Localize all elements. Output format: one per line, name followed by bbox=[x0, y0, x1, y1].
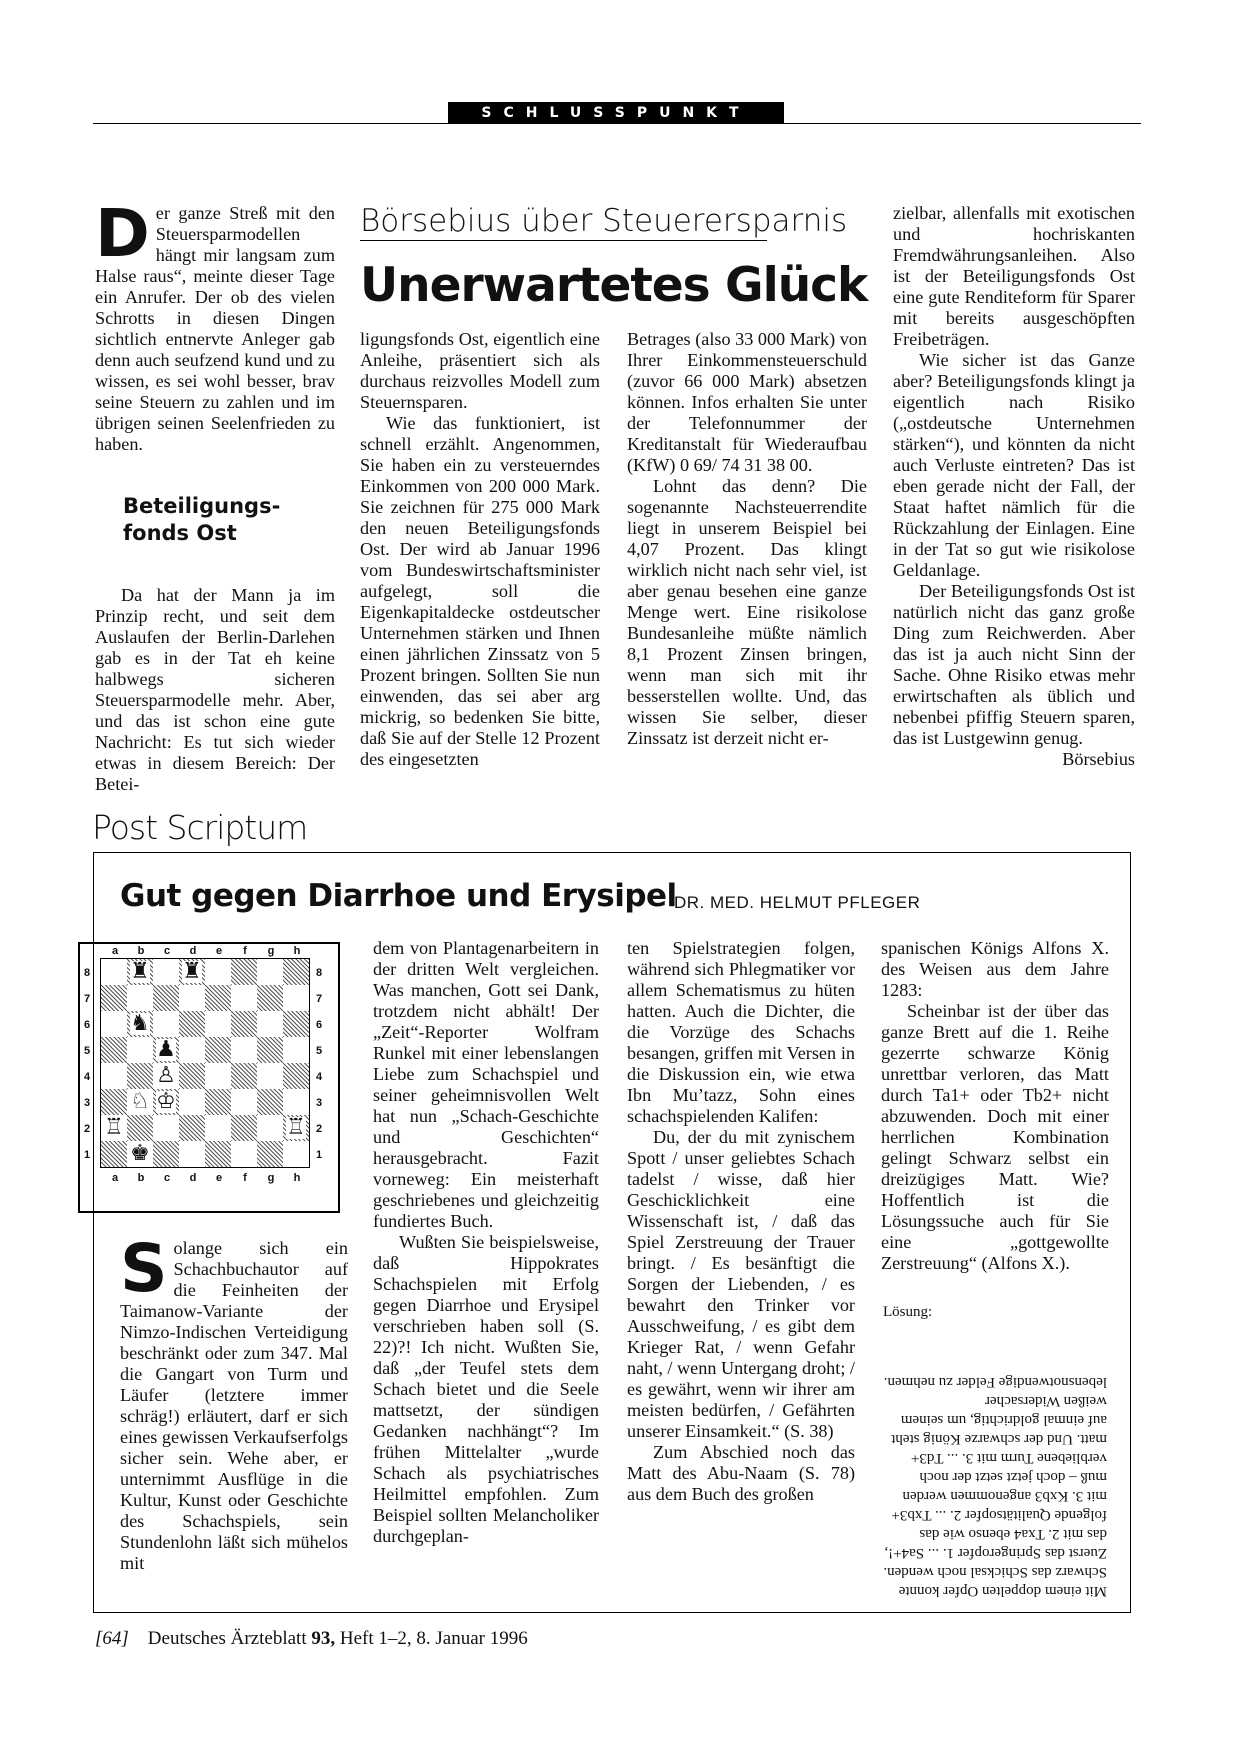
square-c8 bbox=[153, 959, 179, 985]
paragraph: Zum Abschied noch das Matt des Abu-Naam (S. 78) aus dem Buch des großen bbox=[627, 1442, 855, 1504]
solution-label: Lösung: bbox=[883, 1304, 933, 1320]
chess-piece-d8: ♜ bbox=[182, 959, 202, 984]
square-e3 bbox=[205, 1089, 231, 1115]
square-g5 bbox=[257, 1037, 283, 1063]
square-a7 bbox=[101, 985, 127, 1011]
article-column-1 bbox=[95, 195, 335, 795]
file-label: d bbox=[189, 945, 197, 957]
square-d3 bbox=[179, 1089, 205, 1115]
ps-column-3 bbox=[627, 938, 855, 1505]
paragraph: Da hat der Mann ja im Prinzip recht, und seit dem Auslaufen der Berlin-Darlehen gab es in der Tat eh keine halbwegs sicheren Steuersparmodelle mehr. Aber, und das ist schon eine gute Nachricht: Es tut sich wieder etwas in diesem Bereich: Der Betei- bbox=[95, 585, 335, 794]
board-rank-labels-left bbox=[84, 960, 98, 1168]
paragraph: Wußten Sie beispielsweise, daß Hippokrates Schachspielen mit Erfolg gegen Diarrhoe und Erysipel verschrieben haben soll (S. 22)?! Ich nicht. Wußten Sie, daß „der Teufel stets dem Schach bietet und die Seele mattsetzt, der sündigen Gedanken nachhängt“? Im frühen Mittelalter „wurde Schach als psychiatrisches Heilmittel empfohlen. Zum Beispiel sollten Melancholiker durchgeplan- bbox=[373, 1232, 599, 1546]
square-d7 bbox=[179, 985, 205, 1011]
paragraph: olange sich ein Schachbuchautor auf die Feinheiten der Taimanow-Variante der Nimzo-Indischen Verteidigung beschränkt oder zum 347. Mal die Gangart von Turm und Läufer (letztere immer schräg!) erläutert, darf er sich eines gewissen Verkaufserfolgs sicher sein. Wehe aber, er unternimmt Ausflüge in die Kultur, Kunst oder Geschichte des Schachspiels, sein Stundenlohn läßt sich mühelos mit bbox=[120, 1238, 348, 1573]
postscriptum-title: Post Scriptum bbox=[92, 808, 308, 847]
rank-label: 3 bbox=[316, 1097, 323, 1109]
journal-volume: 93, bbox=[311, 1628, 336, 1649]
file-label: a bbox=[111, 1172, 119, 1184]
chess-piece-b1: ♚ bbox=[130, 1141, 150, 1166]
square-a5 bbox=[101, 1037, 127, 1063]
article-headline: Unerwartetes Glück bbox=[360, 258, 868, 313]
square-g3 bbox=[257, 1089, 283, 1115]
dropcap: S bbox=[120, 1230, 168, 1307]
square-h7 bbox=[283, 985, 309, 1011]
square-c6 bbox=[153, 1011, 179, 1037]
chess-piece-b8: ♜ bbox=[130, 959, 150, 984]
journal-name: Deutsches Ärzteblatt bbox=[147, 1628, 307, 1649]
square-a2 bbox=[101, 1115, 127, 1141]
article-kicker: Börsebius über Steuerersparnis bbox=[360, 203, 848, 239]
file-label: b bbox=[137, 1172, 145, 1184]
paragraph: Wie sicher ist das Ganze aber? Beteiligungsfonds klingt ja eigentlich nach Risiko („ostdeutsche Unternehmen stärken“), und könnten da nicht auch Verluste eintreten? Das ist eben gerade nicht der Fall, der Staat haftet nämlich für die Rückzahlung der Einlagen. Eine in der Tat so gut wie risikolose Geldanlage. bbox=[893, 350, 1135, 580]
square-h2 bbox=[283, 1115, 309, 1141]
square-d8 bbox=[179, 959, 205, 985]
rank-label: 2 bbox=[84, 1123, 91, 1135]
square-d2 bbox=[179, 1115, 205, 1141]
rank-label: 5 bbox=[84, 1045, 91, 1057]
file-label: f bbox=[243, 1172, 247, 1184]
square-g6 bbox=[257, 1011, 283, 1037]
square-h4 bbox=[283, 1063, 309, 1089]
dropcap: D bbox=[95, 195, 150, 272]
chess-piece-a2: ♖ bbox=[104, 1115, 124, 1140]
paragraph: er ganze Streß mit den Steuersparmodellen hängt mir langsam zum Halse raus“, meinte dieser Tage ein Anrufer. Der ob des vielen Schrotts in diesen Dingen sichtlich entnervte Anleger gab denn auch seufzend kund und zu wissen, es sei wohl besser, brav seine Steuern zu zahlen und im übrigen seinen Seelenfrieden zu haben. bbox=[95, 203, 335, 454]
square-b3 bbox=[127, 1089, 153, 1115]
file-label: g bbox=[267, 945, 275, 957]
rank-label: 8 bbox=[316, 967, 323, 979]
paragraph: Scheinbar ist der über das ganze Brett auf die 1. Reihe gezerrte schwarze König unrettbar verloren, das Matt durch Ta1+ oder Tb2+ nicht abzuwenden. Doch mit einer herrlichen Kombination gelingt Schwarz selbst ein dreizügiges Matt. Wie? Hoffentlich ist die Lösungssuche auch für Sie eine „gottgewollte Zerstreuung“ (Alfons X.). bbox=[881, 1001, 1109, 1273]
square-h3 bbox=[283, 1089, 309, 1115]
kicker-rule bbox=[360, 240, 767, 241]
rank-label: 3 bbox=[84, 1097, 91, 1109]
page-footer bbox=[95, 1628, 528, 1650]
section-banner: SCHLUSSPUNKT bbox=[448, 102, 784, 124]
article-column-4 bbox=[893, 203, 1135, 770]
chessboard bbox=[100, 958, 310, 1168]
square-c3 bbox=[153, 1089, 179, 1115]
file-label: f bbox=[243, 945, 247, 957]
chess-diagram bbox=[78, 942, 340, 1213]
file-label: b bbox=[137, 945, 145, 957]
article-column-2 bbox=[360, 329, 600, 770]
square-b8 bbox=[127, 959, 153, 985]
board-rank-labels-right bbox=[316, 960, 330, 1168]
square-g8 bbox=[257, 959, 283, 985]
rank-label: 8 bbox=[84, 967, 91, 979]
square-h1 bbox=[283, 1141, 309, 1167]
paragraph: ligungsfonds Ost, eigentlich eine Anleihe, präsentiert sich als durchaus reizvolles Modell zum Steuernsparen. bbox=[360, 329, 600, 412]
square-b7 bbox=[127, 985, 153, 1011]
square-f7 bbox=[231, 985, 257, 1011]
chess-piece-c4: ♙ bbox=[156, 1063, 176, 1088]
page-number: [64] bbox=[95, 1628, 129, 1649]
square-d5 bbox=[179, 1037, 205, 1063]
square-c7 bbox=[153, 985, 179, 1011]
file-label: e bbox=[215, 1172, 223, 1184]
square-a6 bbox=[101, 1011, 127, 1037]
square-f5 bbox=[231, 1037, 257, 1063]
rank-label: 1 bbox=[316, 1149, 323, 1161]
paragraph: ten Spielstrategien folgen, während sich Phlegmatiker vor allem Schematismus zu hüten hatten. Auch die Dichter, die die Vorzüge des Schachs besangen, griffen mit Versen in die Diskussion ein, wie etwa Ibn Mu’tazz, Sohn eines schachspielenden Kalifen: bbox=[627, 938, 855, 1126]
ps-column-2 bbox=[373, 938, 599, 1547]
square-f4 bbox=[231, 1063, 257, 1089]
square-f3 bbox=[231, 1089, 257, 1115]
square-h5 bbox=[283, 1037, 309, 1063]
square-a8 bbox=[101, 959, 127, 985]
board-file-labels-bottom bbox=[102, 1172, 310, 1186]
subheading: Beteiligungs- fonds Ost bbox=[123, 494, 281, 545]
board-file-labels-top bbox=[102, 945, 310, 959]
square-e7 bbox=[205, 985, 231, 1011]
file-label: h bbox=[293, 1172, 301, 1184]
file-label: d bbox=[189, 1172, 197, 1184]
file-label: c bbox=[163, 945, 171, 957]
square-h6 bbox=[283, 1011, 309, 1037]
file-label: h bbox=[293, 945, 301, 957]
square-a1 bbox=[101, 1141, 127, 1167]
file-label: a bbox=[111, 945, 119, 957]
postscriptum-headline: Gut gegen Diarrhoe und Erysipel bbox=[120, 878, 677, 914]
file-label: g bbox=[267, 1172, 275, 1184]
rank-label: 7 bbox=[316, 993, 323, 1005]
author-signature: Börsebius bbox=[1062, 749, 1135, 769]
square-c4 bbox=[153, 1063, 179, 1089]
ps-column-4 bbox=[881, 938, 1109, 1274]
square-c5 bbox=[153, 1037, 179, 1063]
solution-text-upside-down: Mit einem doppelten Opfer konnte Schwarz das Schicksal noch wenden. Zuerst das Springeropfer 1. ... Sa4+!, das mit 2. Txa4 ebenso wie das folgende Qualitätsopfer 2. ... Txb3+ mit 3. Kxb3 angenommen werden muß – doch jetzt setzt der noch verbliebene Turm mit 3. ... Td3+ matt. Und der schwarze König steht auf einmal goldrichtig, um seinem weißen Widersacher lebensnotwendige Felder zu nehmen. bbox=[883, 1374, 1107, 1599]
square-f1 bbox=[231, 1141, 257, 1167]
square-c1 bbox=[153, 1141, 179, 1167]
square-e4 bbox=[205, 1063, 231, 1089]
square-f2 bbox=[231, 1115, 257, 1141]
paragraph: Wie das funktioniert, ist schnell erzählt. Angenommen, Sie haben ein zu versteuerndes Einkommen von 200 000 Mark. Sie zeichnen für 275 000 Mark den neuen Beteiligungsfonds Ost. Der wird ab Januar 1996 vom Bundeswirtschaftsminister aufgelegt, soll die Eigenkapitaldecke ostdeutscher Unternehmen stärken und Ihnen einen jährlichen Zinssatz von 5 Prozent bringen. Sollten Sie nun einwenden, das sei aber arg mickrig, so bedenken Sie bitte, daß Sie auf der Stelle 12 Prozent des eingesetzten bbox=[360, 413, 600, 769]
square-e6 bbox=[205, 1011, 231, 1037]
file-label: e bbox=[215, 945, 223, 957]
square-f6 bbox=[231, 1011, 257, 1037]
journal-issue: Heft 1–2, 8. Januar 1996 bbox=[339, 1628, 528, 1649]
square-b5 bbox=[127, 1037, 153, 1063]
chess-piece-h2: ♖ bbox=[286, 1115, 306, 1140]
rank-label: 7 bbox=[84, 993, 91, 1005]
square-g1 bbox=[257, 1141, 283, 1167]
article-column-3 bbox=[627, 329, 867, 749]
paragraph: Betrages (also 33 000 Mark) von Ihrer Einkommensteuerschuld (zuvor 66 000 Mark) absetzen können. Infos erhalten Sie unter der Telefonnummer der Kreditanstalt für Wiederaufbau (KfW) 0 69/ 74 31 38 00. bbox=[627, 329, 867, 475]
square-b2 bbox=[127, 1115, 153, 1141]
rank-label: 1 bbox=[84, 1149, 91, 1161]
square-h8 bbox=[283, 959, 309, 985]
rank-label: 5 bbox=[316, 1045, 323, 1057]
ps-column-1 bbox=[120, 1230, 348, 1574]
square-g4 bbox=[257, 1063, 283, 1089]
square-e8 bbox=[205, 959, 231, 985]
chess-piece-b6: ♞ bbox=[130, 1011, 150, 1036]
square-f8 bbox=[231, 959, 257, 985]
chess-piece-b3: ♘ bbox=[130, 1089, 150, 1114]
paragraph: dem von Plantagenarbeitern in der dritten Welt vergleichen. Was manchen, Gott sei Dank, trotzdem nicht abhält! Der „Zeit“-Reporter Wolfram Runkel mit einer lebenslangen Liebe zum Schachspiel und seiner geheimnisvollen Welt hat nun „Schach-Geschichte und Geschichten“ herausgebracht. Fazit vorneweg: Ein meisterhaft geschriebenes und gleichzeitig fundiertes Buch. bbox=[373, 938, 599, 1231]
square-g2 bbox=[257, 1115, 283, 1141]
rank-label: 4 bbox=[316, 1071, 323, 1083]
paragraph: Du, der du mit zynischem Spott / unser geliebtes Schach tadelst / wisse, daß hier Geschicklichkeit eine Wissenschaft ist, / daß das Spiel Zerstreuung der Trauer bringt. / Es besänftigt die Sorgen der Liebenden, / es bewahrt den Trinker vor Ausschweifung, / es gibt dem Krieger Rat, / wenn Gefahr naht, / wenn Untergang droht; / es gewährt, wenn wir ihrer am meisten bedürfen, / Gefährten unserer Einsamkeit.“ (S. 38) bbox=[627, 1127, 855, 1441]
rank-label: 6 bbox=[84, 1019, 91, 1031]
square-e2 bbox=[205, 1115, 231, 1141]
paragraph: Lohnt das denn? Die sogenannte Nachsteuerrendite liegt in unserem Beispiel bei 4,07 Prozent. Das klingt wirklich nicht nach sehr viel, ist aber genau besehen eine ganze Menge wert. Eine risikolose Bundesanleihe müßte nämlich 8,1 Prozent Zinsen bringen, wenn man sich mit ihr besserstellen wollte. Und, das wissen Sie selber, dieser Zinssatz ist derzeit nicht er- bbox=[627, 476, 867, 748]
square-a4 bbox=[101, 1063, 127, 1089]
square-e1 bbox=[205, 1141, 231, 1167]
square-b1 bbox=[127, 1141, 153, 1167]
square-g7 bbox=[257, 985, 283, 1011]
square-d6 bbox=[179, 1011, 205, 1037]
paragraph: spanischen Königs Alfons X. des Weisen aus dem Jahre 1283: bbox=[881, 938, 1109, 1000]
square-c2 bbox=[153, 1115, 179, 1141]
square-b6 bbox=[127, 1011, 153, 1037]
paragraph: zielbar, allenfalls mit exotischen und hochriskanten Fremdwährungsanleihen. Also ist der Beteiligungsfonds Ost eine gute Renditeform für Sparer mit bereits ausgeschöpften Freibeträgen. bbox=[893, 203, 1135, 349]
square-d1 bbox=[179, 1141, 205, 1167]
rank-label: 6 bbox=[316, 1019, 323, 1031]
postscriptum-author: DR. MED. HELMUT PFLEGER bbox=[674, 893, 921, 912]
square-b4 bbox=[127, 1063, 153, 1089]
chess-piece-c5: ♟ bbox=[156, 1037, 176, 1062]
file-label: c bbox=[163, 1172, 171, 1184]
square-e5 bbox=[205, 1037, 231, 1063]
chess-piece-c3: ♔ bbox=[156, 1089, 176, 1114]
square-a3 bbox=[101, 1089, 127, 1115]
rank-label: 4 bbox=[84, 1071, 91, 1083]
paragraph: Der Beteiligungsfonds Ost ist natürlich nicht das ganz große Ding zum Reichwerden. Aber das ist ja auch nicht Sinn der Sache. Ohne Risiko etwas mehr erwirtschaften als üblich und nebenbei pfiffig Steuern sparen, das ist Lustgewinn genug. Börsebius bbox=[893, 581, 1135, 769]
rank-label: 2 bbox=[316, 1123, 323, 1135]
square-d4 bbox=[179, 1063, 205, 1089]
